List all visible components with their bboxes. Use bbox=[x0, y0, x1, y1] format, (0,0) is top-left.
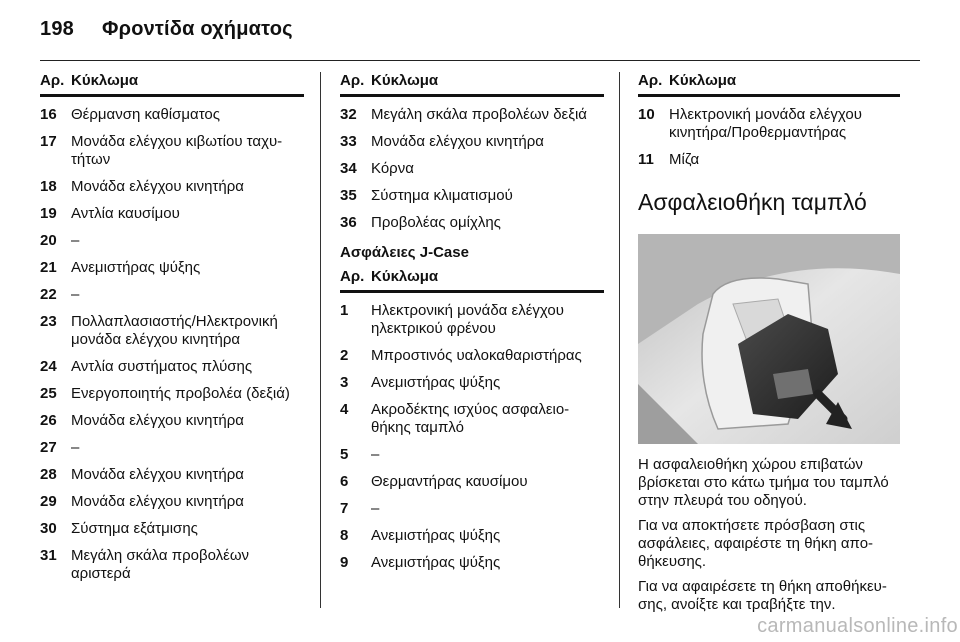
fuse-number: 29 bbox=[40, 493, 57, 510]
table-row bbox=[340, 205, 604, 232]
circuit-name: – bbox=[71, 286, 80, 303]
column-divider bbox=[619, 72, 620, 608]
table-row bbox=[340, 545, 604, 572]
fuse-number: 21 bbox=[40, 259, 57, 276]
table-row bbox=[40, 376, 304, 403]
fuse-number: 9 bbox=[340, 554, 349, 571]
fuse-number: 32 bbox=[340, 106, 357, 123]
table-row bbox=[40, 349, 304, 376]
table-row bbox=[40, 457, 304, 484]
col-header-number: Αρ. bbox=[638, 72, 663, 89]
circuit-name: Μεγάλη σκάλα προβολέων αριστερά bbox=[71, 547, 250, 582]
col-header-circuit: Κύκλωμα bbox=[71, 72, 139, 89]
table-row bbox=[340, 338, 604, 365]
fuse-number: 26 bbox=[40, 412, 57, 429]
circuit-name: Μεγάλη σκάλα προβολέων δεξιά bbox=[371, 106, 587, 123]
fuse-number: 33 bbox=[340, 133, 357, 150]
fuse-number: 25 bbox=[40, 385, 57, 402]
circuit-name: Μίζα bbox=[669, 151, 700, 168]
circuit-name: Ανεμιστήρας ψύξης bbox=[371, 527, 501, 544]
col-header-circuit: Κύκλωμα bbox=[371, 72, 439, 89]
table-header bbox=[40, 72, 304, 97]
circuit-name: Σύστημα εξάτμισης bbox=[71, 520, 198, 537]
col-header-number: Αρ. bbox=[340, 72, 365, 89]
fuse-number: 34 bbox=[340, 160, 357, 177]
col-header-number: Αρ. bbox=[40, 72, 65, 89]
circuit-name: Ανεμιστήρας ψύξης bbox=[371, 554, 501, 571]
fuse-number: 4 bbox=[340, 401, 349, 418]
fuse-number: 5 bbox=[340, 446, 349, 463]
table-row bbox=[340, 124, 604, 151]
table-row bbox=[40, 223, 304, 250]
circuit-name: Μπροστινός υαλοκαθαριστήρας bbox=[371, 347, 582, 364]
fuse-number: 31 bbox=[40, 547, 57, 564]
table-row bbox=[340, 464, 604, 491]
circuit-name: Θερμαντήρας καυσίμου bbox=[371, 473, 528, 490]
table-header bbox=[340, 72, 604, 97]
page-number: 198 bbox=[40, 18, 74, 40]
fuse-table-column-3 bbox=[638, 72, 900, 614]
body-paragraph: Για να αφαιρέσετε τη θήκη αποθήκευ-σης, ανοίξτε και τραβήξτε την. bbox=[638, 578, 887, 613]
circuit-name: Προβολέας ομίχλης bbox=[371, 214, 501, 231]
table-row bbox=[40, 430, 304, 457]
fuse-number: 30 bbox=[40, 520, 57, 537]
table-row bbox=[340, 518, 604, 545]
header-rule bbox=[40, 60, 920, 61]
circuit-name: Ηλεκτρονική μονάδα ελέγχου κινητήρα/Προθερμαντήρας bbox=[669, 106, 862, 141]
circuit-name: Πολλαπλασιαστής/Ηλεκτρονική μονάδα ελέγχου κινητήρα bbox=[71, 313, 278, 348]
col-header-number: Αρ. bbox=[340, 268, 365, 285]
table-row bbox=[638, 97, 900, 142]
table-row bbox=[340, 392, 604, 437]
fuse-number: 3 bbox=[340, 374, 349, 391]
circuit-name: – bbox=[71, 439, 80, 456]
fuse-number: 10 bbox=[638, 106, 655, 123]
circuit-name: Αντλία συστήματος πλύσης bbox=[71, 358, 253, 375]
circuit-name: Ενεργοποιητής προβολέα (δεξιά) bbox=[71, 385, 290, 402]
fuse-number: 11 bbox=[638, 151, 654, 168]
table-row bbox=[340, 178, 604, 205]
body-paragraph: Για να αποκτήσετε πρόσβαση στις ασφάλειες, αφαιρέστε τη θήκη απο-θήκευσης. bbox=[638, 517, 874, 570]
fuse-number: 16 bbox=[40, 106, 57, 123]
table-row bbox=[340, 97, 604, 124]
table-row bbox=[40, 97, 304, 124]
fuse-number: 22 bbox=[40, 286, 57, 303]
fuse-number: 20 bbox=[40, 232, 57, 249]
fuse-table-column-1 bbox=[40, 72, 304, 583]
table-row bbox=[40, 250, 304, 277]
fuse-number: 6 bbox=[340, 473, 349, 490]
table-row bbox=[40, 484, 304, 511]
table-row bbox=[40, 403, 304, 430]
circuit-name: – bbox=[371, 500, 380, 517]
fuse-number: 18 bbox=[40, 178, 57, 195]
circuit-name: Μονάδα ελέγχου κινητήρα bbox=[371, 133, 544, 150]
circuit-name: Κόρνα bbox=[371, 160, 414, 177]
fuse-number: 36 bbox=[340, 214, 357, 231]
circuit-name: Ηλεκτρονική μονάδα ελέγχου ηλεκτρικού φρένου bbox=[371, 302, 564, 337]
col-header-circuit: Κύκλωμα bbox=[669, 72, 737, 89]
circuit-name: Ακροδέκτης ισχύος ασφαλειο-θήκης ταμπλό bbox=[371, 401, 570, 436]
fuse-number: 2 bbox=[340, 347, 349, 364]
fuse-number: 1 bbox=[340, 302, 349, 319]
circuit-name: Μονάδα ελέγχου κινητήρα bbox=[71, 493, 244, 510]
fuse-number: 19 bbox=[40, 205, 57, 222]
fuse-number: 24 bbox=[40, 358, 57, 375]
section-heading: Ασφαλειοθήκη ταμπλό bbox=[638, 189, 867, 215]
fuse-number: 17 bbox=[40, 133, 57, 150]
table-row bbox=[40, 169, 304, 196]
table-header bbox=[340, 268, 604, 293]
fuse-number: 7 bbox=[340, 500, 349, 517]
table-row bbox=[638, 142, 900, 169]
fuse-table-column-2 bbox=[340, 72, 604, 572]
table-row bbox=[340, 437, 604, 464]
table-row bbox=[40, 304, 304, 349]
table-row bbox=[340, 365, 604, 392]
table-header bbox=[638, 72, 900, 97]
circuit-name: Ανεμιστήρας ψύξης bbox=[71, 259, 201, 276]
circuit-name: – bbox=[371, 446, 380, 463]
table-row bbox=[340, 293, 604, 338]
section-subheading: Ασφάλειες J-Case bbox=[340, 244, 469, 261]
circuit-name: Ανεμιστήρας ψύξης bbox=[371, 374, 501, 391]
circuit-name: Μονάδα ελέγχου κιβωτίου ταχυ-τήτων bbox=[71, 133, 283, 168]
col-header-circuit: Κύκλωμα bbox=[371, 268, 439, 285]
column-divider bbox=[320, 72, 321, 608]
fuse-number: 27 bbox=[40, 439, 57, 456]
table-row bbox=[40, 196, 304, 223]
circuit-name: Μονάδα ελέγχου κινητήρα bbox=[71, 412, 244, 429]
circuit-name: – bbox=[71, 232, 80, 249]
circuit-name: Μονάδα ελέγχου κινητήρα bbox=[71, 466, 244, 483]
circuit-name: Αντλία καυσίμου bbox=[71, 205, 180, 222]
fuse-number: 8 bbox=[340, 527, 349, 544]
body-paragraph: Η ασφαλειοθήκη χώρου επιβατών βρίσκεται στο κάτω τμήμα του ταμπλό στην πλευρά του οδηγού. bbox=[638, 456, 889, 509]
fuse-number: 23 bbox=[40, 313, 57, 330]
fuse-box-photo bbox=[638, 234, 900, 444]
table-row bbox=[340, 491, 604, 518]
fuse-number: 28 bbox=[40, 466, 57, 483]
table-row bbox=[40, 124, 304, 169]
circuit-name: Θέρμανση καθίσματος bbox=[71, 106, 220, 123]
table-row bbox=[40, 538, 304, 583]
circuit-name: Μονάδα ελέγχου κινητήρα bbox=[71, 178, 244, 195]
table-row bbox=[340, 151, 604, 178]
page-header bbox=[40, 18, 293, 41]
table-row bbox=[40, 277, 304, 304]
watermark-text: carmanualsonline.info bbox=[757, 615, 958, 637]
page-title: Φροντίδα οχήματος bbox=[102, 18, 293, 40]
table-row bbox=[40, 511, 304, 538]
circuit-name: Σύστημα κλιματισμού bbox=[371, 187, 513, 204]
fuse-number: 35 bbox=[340, 187, 357, 204]
